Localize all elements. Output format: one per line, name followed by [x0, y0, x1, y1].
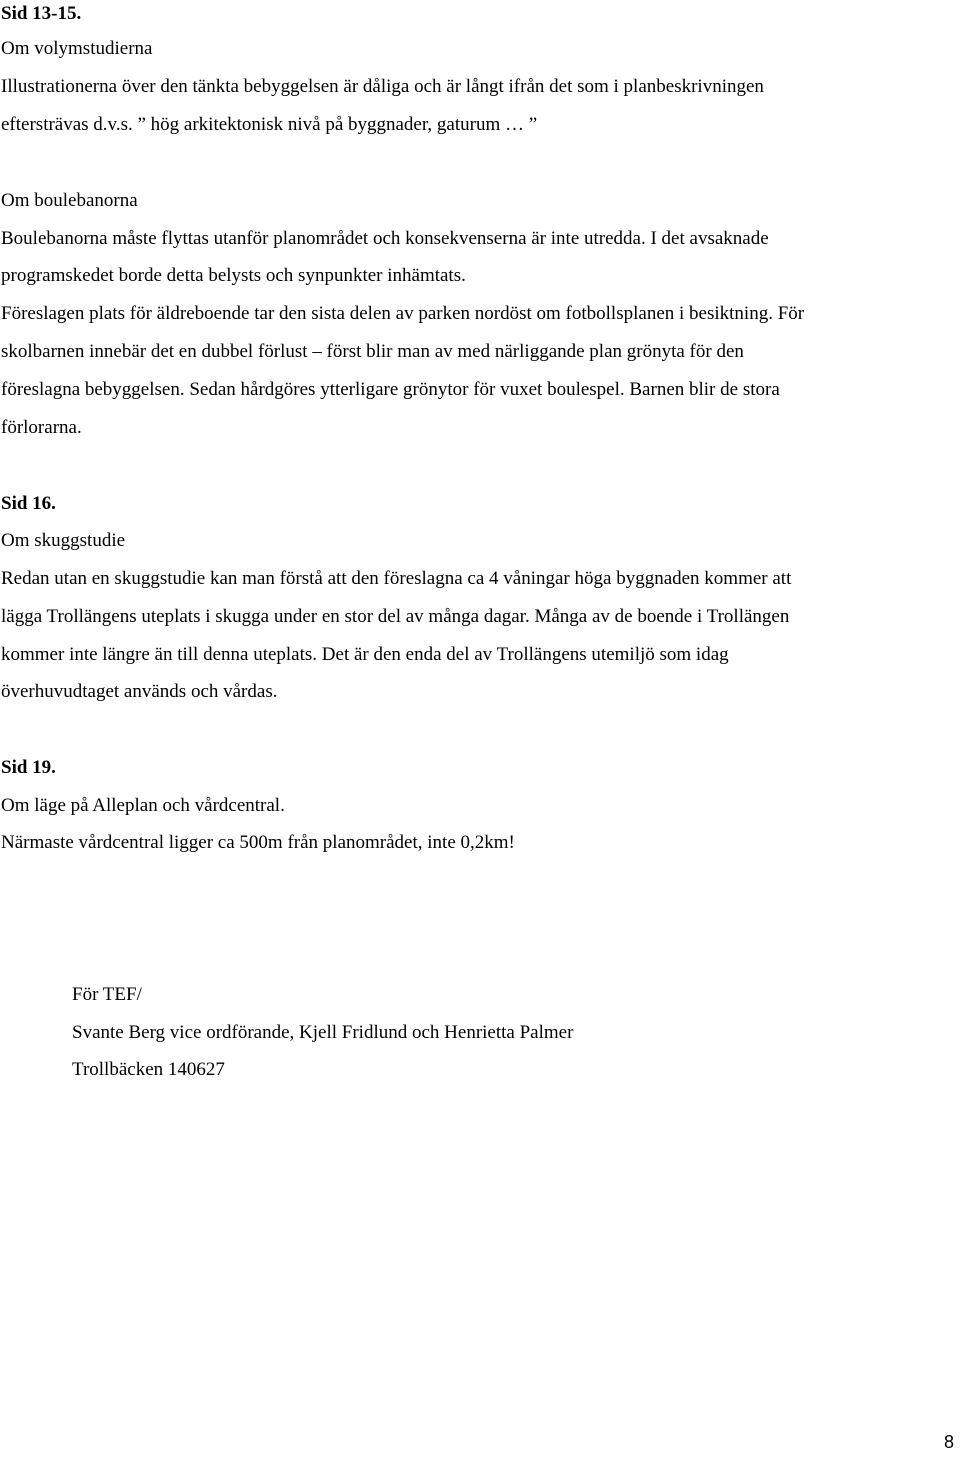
- subsection-title-alleplan: Om läge på Alleplan och vårdcentral.: [1, 795, 285, 816]
- paragraph-line: föreslagna bebyggelsen. Sedan hårdgöres ytterligare grönytor för vuxet boulespel. Barnen blir de stora: [1, 379, 780, 400]
- section-heading-sid-19: Sid 19.: [1, 757, 56, 778]
- paragraph-line: kommer inte längre än till denna uteplats. Det är den enda del av Trollängens utemiljö som idag: [1, 644, 729, 665]
- subsection-title-boulebanorna: Om boulebanorna: [1, 190, 138, 211]
- section-heading-sid-16: Sid 16.: [1, 493, 56, 514]
- paragraph-line: Föreslagen plats för äldreboende tar den sista delen av parken nordöst om fotbollsplanen i besiktning. För: [1, 303, 805, 324]
- subsection-title-skuggstudie: Om skuggstudie: [1, 530, 126, 551]
- page-number: 8: [943, 1432, 954, 1452]
- subsection-title-volymstudierna: Om volymstudierna: [1, 38, 153, 59]
- paragraph-line: eftersträvas d.v.s. ” hög arkitektonisk nivå på byggnader, gaturum … ”: [1, 114, 538, 135]
- signature-line-place-date: Trollbäcken 140627: [72, 1059, 225, 1080]
- paragraph-line: Närmaste vårdcentral ligger ca 500m från planområdet, inte 0,2km!: [1, 832, 515, 853]
- paragraph-line: överhuvudtaget används och vårdas.: [1, 681, 278, 702]
- paragraph-line: förlorarna.: [1, 417, 82, 438]
- paragraph-line: Redan utan en skuggstudie kan man förstå att den föreslagna ca 4 våningar höga byggnaden kommer att: [1, 568, 792, 589]
- paragraph-line: lägga Trollängens uteplats i skugga under en stor del av många dagar. Många av de boende i Trollängen: [1, 606, 790, 627]
- signature-line-names: Svante Berg vice ordförande, Kjell Fridlund och Henrietta Palmer: [72, 1022, 574, 1043]
- paragraph-line: Boulebanorna måste flyttas utanför planområdet och konsekvenserna är inte utredda. I det avsaknade: [1, 228, 769, 249]
- paragraph-line: programskedet borde detta belysts och synpunkter inhämtats.: [1, 265, 466, 286]
- signature-line-organization: För TEF/: [72, 984, 142, 1005]
- paragraph-line: skolbarnen innebär det en dubbel förlust – först blir man av med närliggande plan grönyta för den: [1, 341, 744, 362]
- section-heading-sid-13-15: Sid 13-15.: [1, 3, 82, 24]
- paragraph-line: Illustrationerna över den tänkta bebyggelsen är dåliga och är långt ifrån det som i planbeskrivningen: [1, 76, 764, 97]
